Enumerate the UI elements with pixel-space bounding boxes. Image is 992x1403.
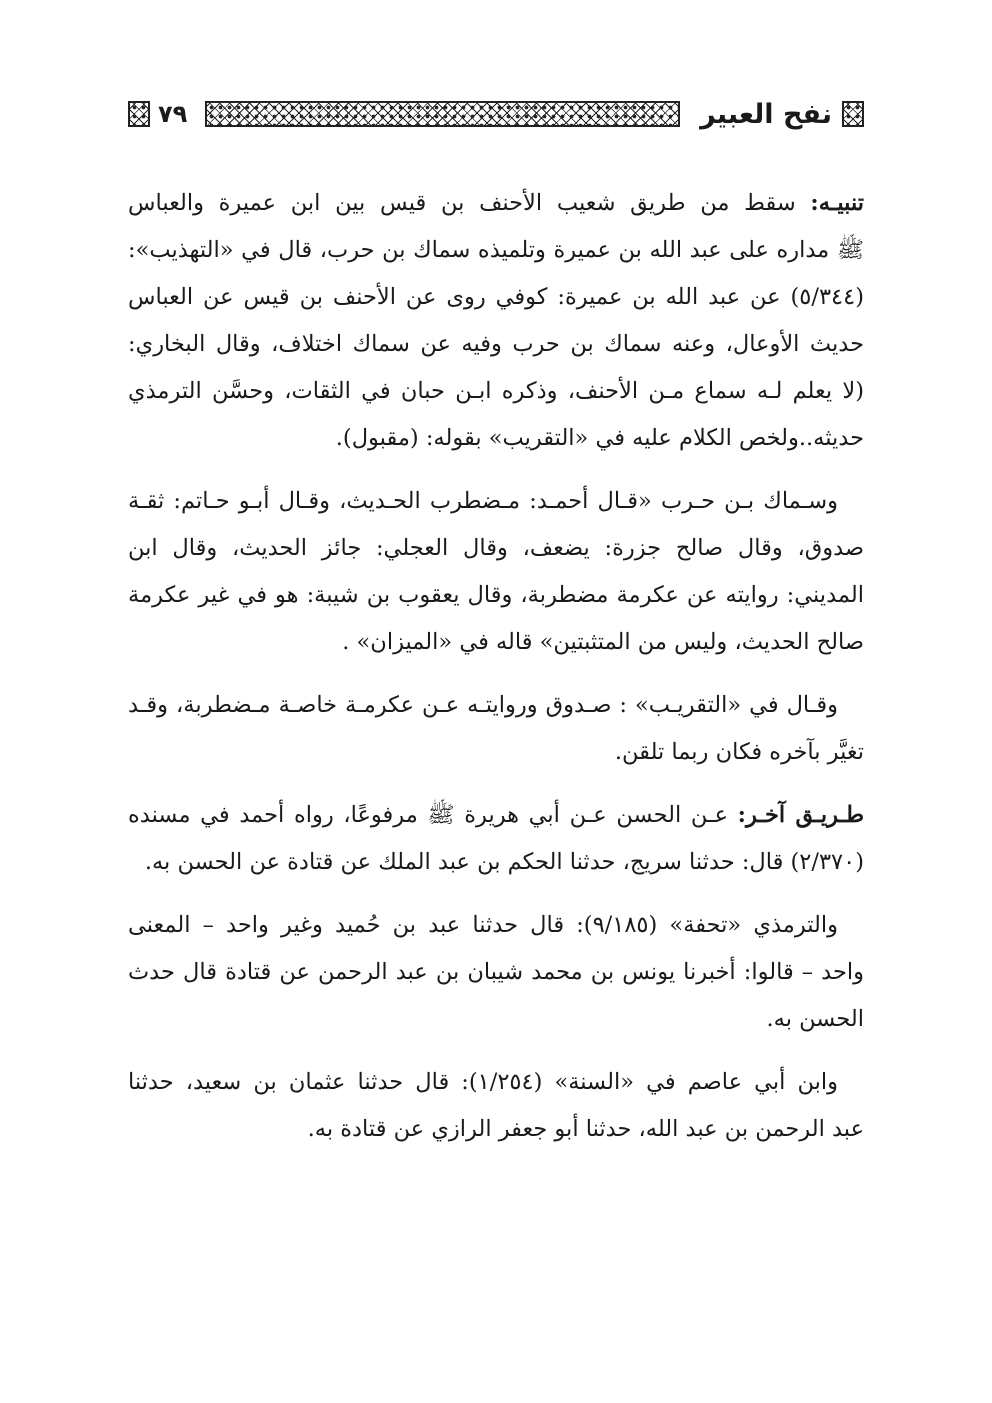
text-line: وابن أبي عاصم في «السنة» (١/٢٥٤): قال حدثنا عثمان بن سعيد، حدثنا [128,1069,838,1095]
lead-label: طـريـق آخـر: [737,802,864,828]
book-title: نفح العبير [700,98,832,130]
text-line: صالح الحديث، وليس من المتثبتين» قاله في «الميزان» . [342,629,864,655]
text-line: وسـماك بـن حـرب «قـال أحمـد: مـضطرب الحـديث، وقـال أبـو حـاتم: ثقـة [128,488,838,514]
text-line: الحسن به. [766,1006,864,1032]
paragraph-tirmidhi [128,902,864,1043]
text-line: واحد – قالوا: أخبرنا يونس بن محمد شيبان بن عبد الرحمن عن قتادة قال حدث [128,959,864,985]
ornament-band-icon [205,101,680,127]
page-header [128,92,864,136]
paragraph-note [128,180,864,462]
paragraph-simak [128,478,864,666]
text-line: (٥/٣٤٤) عن عبد الله بن عميرة: كوفي روى عن الأحنف بن قيس عن العباس [128,284,864,310]
text-line: طـريـق آخـر: عـن الحسن عـن أبي هريرة ﷺ مرفوعًا، رواه أحمد في مسنده [128,802,864,828]
text-line: والترمذي «تحفة» (٩/١٨٥): قال حدثنا عبد بن حُميد وغير واحد – المعنى [128,912,838,938]
ornament-right-icon [128,101,150,127]
text-line: حديث الأوعال، وعنه سماك بن حرب وفيه عن سماك اختلاف، وقال البخاري: [128,331,864,357]
page-body [128,180,864,1169]
text-line: المديني: روايته عن عكرمة مضطربة، وقال يعقوب بن شيبة: هو في غير عكرمة [128,582,864,608]
lead-label: تنبيـه: [810,190,865,216]
paragraph-another-route [128,792,864,886]
text-line: تغيَّر بآخره فكان ربما تلقن. [614,739,864,765]
text-line: حديثه..ولخص الكلام عليه في «التقريب» بقوله: (مقبول). [335,425,864,451]
text-line: تنبيـه: سقط من طريق شعيب الأحنف بن قيس بين ابن عميرة والعباس [128,190,865,216]
paragraph-ibn-abi-asim [128,1059,864,1153]
paragraph-taqrib [128,682,864,776]
text-line: صدوق، وقال صالح جزرة: يضعف، وقال العجلي: جائز الحديث، وقال ابن [128,535,864,561]
text-line: وقـال في «التقريـب» : صـدوق وروايتـه عـن عكرمـة خاصـة مـضطربة، وقـد [128,692,838,718]
text-line: (لا يعلم لـه سماع مـن الأحنف، وذكره ابـن حبان في الثقات، وحسَّن الترمذي [128,378,864,404]
text-line: عبد الرحمن بن عبد الله، حدثنا أبو جعفر الرازي عن قتادة به. [307,1116,864,1142]
text-line: ﷺ مداره على عبد الله بن عميرة وتلميذه سماك بن حرب، قال في «التهذيب»: [128,237,864,263]
ornament-left-icon [842,101,864,127]
page-number: ٧٩ [158,100,188,128]
text-line: (٢/٣٧٠) قال: حدثنا سريج، حدثنا الحكم بن عبد الملك عن قتادة عن الحسن به. [144,849,864,875]
